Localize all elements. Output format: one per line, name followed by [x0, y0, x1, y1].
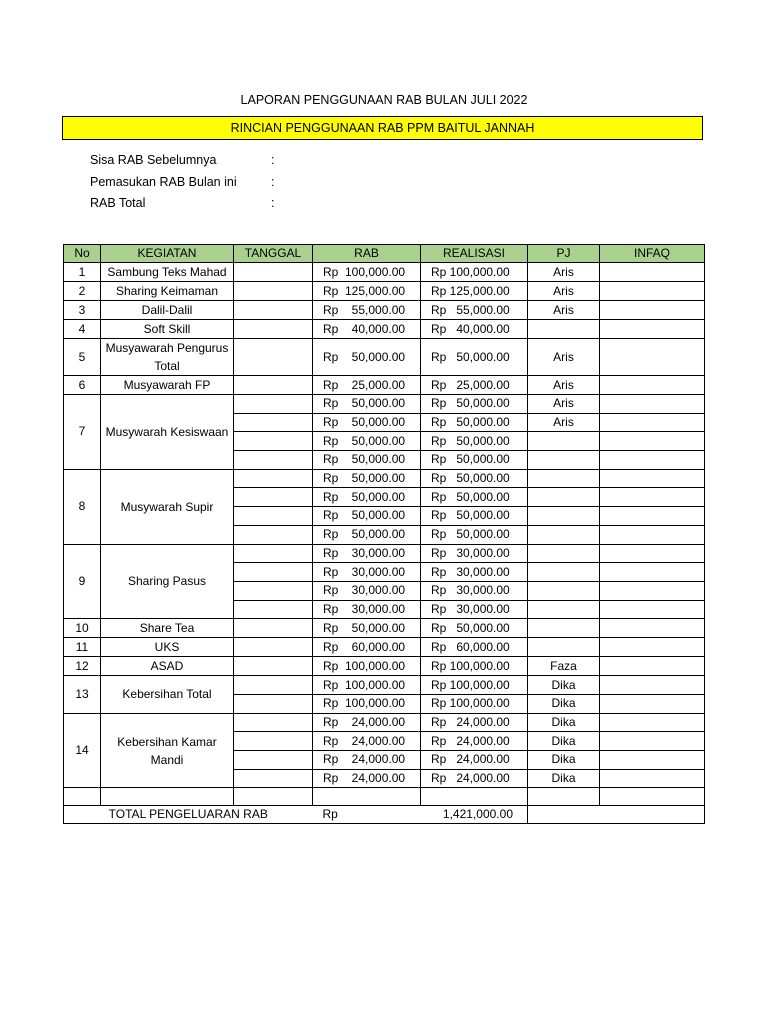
table-row — [64, 301, 705, 320]
blank-cell — [101, 788, 234, 806]
rab-amount: Rp 100,000.00 — [313, 657, 421, 676]
tanggal-cell — [234, 301, 313, 320]
pj-cell: Aris — [528, 339, 600, 376]
kegiatan-cell: Musyawarah Pengurus Total — [101, 339, 234, 376]
rab-amount: Rp 100,000.00 — [313, 676, 421, 695]
rab-amount: Rp 25,000.00 — [313, 376, 421, 395]
pj-cell — [528, 563, 600, 582]
pj-cell — [528, 432, 600, 451]
infaq-cell — [600, 769, 705, 788]
infaq-cell — [600, 488, 705, 507]
tanggal-cell — [234, 713, 313, 732]
rab-amount: Rp 24,000.00 — [313, 751, 421, 770]
pj-cell — [528, 581, 600, 600]
tanggal-cell — [234, 751, 313, 770]
rab-amount: Rp 60,000.00 — [313, 638, 421, 657]
total-empty — [528, 806, 705, 824]
kegiatan-cell: Soft Skill — [101, 320, 234, 339]
infaq-cell — [600, 544, 705, 563]
row-number: 3 — [64, 301, 101, 320]
pj-cell — [528, 488, 600, 507]
rab-amount: Rp 30,000.00 — [313, 563, 421, 582]
tanggal-cell — [234, 507, 313, 526]
tanggal-cell — [234, 282, 313, 301]
pj-cell: Aris — [528, 395, 600, 414]
row-number: 8 — [64, 469, 101, 544]
rab-amount: Rp 50,000.00 — [313, 432, 421, 451]
info-colon: : — [271, 196, 275, 210]
table-row — [64, 395, 705, 414]
table-row — [64, 263, 705, 282]
table-header-row — [64, 245, 705, 263]
row-number: 6 — [64, 376, 101, 395]
pj-cell — [528, 320, 600, 339]
tanggal-cell — [234, 638, 313, 657]
rab-table — [63, 244, 705, 824]
infaq-cell — [600, 694, 705, 713]
column-header: REALISASI — [421, 245, 528, 263]
blank-cell — [528, 788, 600, 806]
infaq-cell — [600, 581, 705, 600]
realisasi-amount: Rp 100,000.00 — [421, 694, 528, 713]
kegiatan-cell: Sharing Keimaman — [101, 282, 234, 301]
pj-cell — [528, 600, 600, 619]
table-row — [64, 638, 705, 657]
report-title: LAPORAN PENGGUNAAN RAB BULAN JULI 2022 — [240, 93, 528, 107]
rab-amount: Rp 50,000.00 — [313, 395, 421, 414]
column-header: PJ — [528, 245, 600, 263]
realisasi-amount: Rp 100,000.00 — [421, 657, 528, 676]
row-number: 7 — [64, 395, 101, 470]
kegiatan-cell: Sharing Pasus — [101, 544, 234, 619]
realisasi-amount: Rp 24,000.00 — [421, 751, 528, 770]
rab-amount: Rp 50,000.00 — [313, 451, 421, 470]
rab-amount: Rp 24,000.00 — [313, 769, 421, 788]
column-header: TANGGAL — [234, 245, 313, 263]
infaq-cell — [600, 339, 705, 376]
rab-amount: Rp 50,000.00 — [313, 507, 421, 526]
blank-cell — [64, 788, 101, 806]
tanggal-cell — [234, 395, 313, 414]
info-section — [90, 150, 275, 215]
table-row — [64, 320, 705, 339]
rab-table-body — [64, 245, 705, 824]
row-number: 13 — [64, 676, 101, 713]
row-number: 1 — [64, 263, 101, 282]
info-row-total — [90, 193, 275, 215]
tanggal-cell — [234, 676, 313, 695]
total-label: TOTAL PENGELUARAN RAB — [64, 806, 313, 824]
tanggal-cell — [234, 525, 313, 544]
realisasi-amount: Rp 50,000.00 — [421, 432, 528, 451]
tanggal-cell — [234, 320, 313, 339]
realisasi-amount: Rp 50,000.00 — [421, 619, 528, 638]
infaq-cell — [600, 676, 705, 695]
infaq-cell — [600, 432, 705, 451]
realisasi-amount: Rp 40,000.00 — [421, 320, 528, 339]
kegiatan-cell: UKS — [101, 638, 234, 657]
infaq-cell — [600, 638, 705, 657]
infaq-cell — [600, 263, 705, 282]
blank-row — [64, 788, 705, 806]
rab-amount: Rp 50,000.00 — [313, 619, 421, 638]
rab-amount: Rp 30,000.00 — [313, 600, 421, 619]
row-number: 12 — [64, 657, 101, 676]
rab-amount: Rp 24,000.00 — [313, 732, 421, 751]
blank-cell — [600, 788, 705, 806]
kegiatan-cell: Dalil-Dalil — [101, 301, 234, 320]
info-colon: : — [271, 174, 275, 189]
info-label: Pemasukan RAB Bulan ini — [90, 174, 237, 189]
pj-cell: Dika — [528, 713, 600, 732]
table-row — [64, 339, 705, 376]
pj-cell: Faza — [528, 657, 600, 676]
realisasi-amount: Rp 50,000.00 — [421, 339, 528, 376]
realisasi-amount: Rp 24,000.00 — [421, 732, 528, 751]
kegiatan-cell: Kebersihan Total — [101, 676, 234, 713]
row-number: 14 — [64, 713, 101, 788]
infaq-cell — [600, 451, 705, 470]
table-row — [64, 376, 705, 395]
row-number: 9 — [64, 544, 101, 619]
rab-amount: Rp 30,000.00 — [313, 581, 421, 600]
realisasi-amount: Rp 30,000.00 — [421, 563, 528, 582]
blank-cell — [421, 788, 528, 806]
realisasi-amount: Rp 30,000.00 — [421, 581, 528, 600]
row-number: 11 — [64, 638, 101, 657]
row-number: 2 — [64, 282, 101, 301]
pj-cell — [528, 507, 600, 526]
rab-amount: Rp 100,000.00 — [313, 694, 421, 713]
tanggal-cell — [234, 451, 313, 470]
realisasi-amount: Rp 25,000.00 — [421, 376, 528, 395]
realisasi-amount: Rp 50,000.00 — [421, 488, 528, 507]
kegiatan-cell: Musywarah Kesiswaan — [101, 395, 234, 470]
column-header: INFAQ — [600, 245, 705, 263]
table-row — [64, 713, 705, 732]
realisasi-amount: Rp 24,000.00 — [421, 769, 528, 788]
realisasi-amount: Rp 30,000.00 — [421, 544, 528, 563]
report-banner: RINCIAN PENGGUNAAN RAB PPM BAITUL JANNAH — [62, 116, 703, 140]
tanggal-cell — [234, 263, 313, 282]
pj-cell — [528, 638, 600, 657]
rab-amount: Rp 50,000.00 — [313, 339, 421, 376]
tanggal-cell — [234, 432, 313, 451]
realisasi-amount: Rp 24,000.00 — [421, 713, 528, 732]
pj-cell: Aris — [528, 413, 600, 432]
kegiatan-cell: Musyawarah FP — [101, 376, 234, 395]
realisasi-amount: Rp 50,000.00 — [421, 413, 528, 432]
pj-cell — [528, 544, 600, 563]
infaq-cell — [600, 320, 705, 339]
realisasi-amount: Rp 100,000.00 — [421, 676, 528, 695]
infaq-cell — [600, 713, 705, 732]
pj-cell: Aris — [528, 376, 600, 395]
kegiatan-cell: Kebersihan Kamar Mandi — [101, 713, 234, 788]
tanggal-cell — [234, 339, 313, 376]
table-row — [64, 469, 705, 488]
realisasi-amount: Rp 125,000.00 — [421, 282, 528, 301]
infaq-cell — [600, 469, 705, 488]
kegiatan-cell: Musywarah Supir — [101, 469, 234, 544]
rab-amount: Rp 55,000.00 — [313, 301, 421, 320]
infaq-cell — [600, 751, 705, 770]
kegiatan-cell: Share Tea — [101, 619, 234, 638]
pj-cell: Dika — [528, 769, 600, 788]
pj-cell — [528, 451, 600, 470]
infaq-cell — [600, 413, 705, 432]
info-label: Sisa RAB Sebelumnya — [90, 153, 217, 167]
pj-cell — [528, 469, 600, 488]
rab-amount: Rp 50,000.00 — [313, 413, 421, 432]
pj-cell: Aris — [528, 263, 600, 282]
realisasi-amount: Rp 30,000.00 — [421, 600, 528, 619]
tanggal-cell — [234, 769, 313, 788]
realisasi-amount: Rp 60,000.00 — [421, 638, 528, 657]
infaq-cell — [600, 395, 705, 414]
tanggal-cell — [234, 732, 313, 751]
tanggal-cell — [234, 376, 313, 395]
pj-cell: Dika — [528, 751, 600, 770]
tanggal-cell — [234, 600, 313, 619]
pj-cell: Dika — [528, 732, 600, 751]
info-colon: : — [271, 153, 275, 167]
column-header: RAB — [313, 245, 421, 263]
pj-cell: Dika — [528, 694, 600, 713]
infaq-cell — [600, 507, 705, 526]
pj-cell: Dika — [528, 676, 600, 695]
tanggal-cell — [234, 563, 313, 582]
rab-amount: Rp 40,000.00 — [313, 320, 421, 339]
infaq-cell — [600, 563, 705, 582]
realisasi-amount: Rp 55,000.00 — [421, 301, 528, 320]
row-number: 5 — [64, 339, 101, 376]
total-row — [64, 806, 705, 824]
rab-amount: Rp 100,000.00 — [313, 263, 421, 282]
total-currency: Rp — [313, 806, 421, 824]
pj-cell: Aris — [528, 301, 600, 320]
infaq-cell — [600, 376, 705, 395]
realisasi-amount: Rp 100,000.00 — [421, 263, 528, 282]
info-label: RAB Total — [90, 196, 146, 210]
blank-cell — [234, 788, 313, 806]
pj-cell — [528, 525, 600, 544]
tanggal-cell — [234, 694, 313, 713]
info-row-sisa — [90, 150, 275, 172]
tanggal-cell — [234, 544, 313, 563]
row-number: 4 — [64, 320, 101, 339]
table-row — [64, 657, 705, 676]
rab-amount: Rp 24,000.00 — [313, 713, 421, 732]
total-amount: 1,421,000.00 — [421, 806, 528, 824]
realisasi-amount: Rp 50,000.00 — [421, 451, 528, 470]
infaq-cell — [600, 600, 705, 619]
kegiatan-cell: Sambung Teks Mahad — [101, 263, 234, 282]
tanggal-cell — [234, 581, 313, 600]
row-number: 10 — [64, 619, 101, 638]
tanggal-cell — [234, 619, 313, 638]
tanggal-cell — [234, 488, 313, 507]
realisasi-amount: Rp 50,000.00 — [421, 469, 528, 488]
table-row — [64, 676, 705, 695]
infaq-cell — [600, 619, 705, 638]
infaq-cell — [600, 657, 705, 676]
column-header: KEGIATAN — [101, 245, 234, 263]
blank-cell — [313, 788, 421, 806]
realisasi-amount: Rp 50,000.00 — [421, 525, 528, 544]
infaq-cell — [600, 282, 705, 301]
realisasi-amount: Rp 50,000.00 — [421, 507, 528, 526]
rab-amount: Rp 125,000.00 — [313, 282, 421, 301]
infaq-cell — [600, 732, 705, 751]
table-row — [64, 544, 705, 563]
rab-amount: Rp 50,000.00 — [313, 469, 421, 488]
rab-amount: Rp 30,000.00 — [313, 544, 421, 563]
table-row — [64, 282, 705, 301]
pj-cell: Aris — [528, 282, 600, 301]
pj-cell — [528, 619, 600, 638]
tanggal-cell — [234, 469, 313, 488]
tanggal-cell — [234, 413, 313, 432]
tanggal-cell — [234, 657, 313, 676]
rab-amount: Rp 50,000.00 — [313, 525, 421, 544]
column-header: No — [64, 245, 101, 263]
infaq-cell — [600, 525, 705, 544]
table-row — [64, 619, 705, 638]
info-row-pemasukan — [90, 172, 275, 194]
realisasi-amount: Rp 50,000.00 — [421, 395, 528, 414]
infaq-cell — [600, 301, 705, 320]
kegiatan-cell: ASAD — [101, 657, 234, 676]
rab-amount: Rp 50,000.00 — [313, 488, 421, 507]
